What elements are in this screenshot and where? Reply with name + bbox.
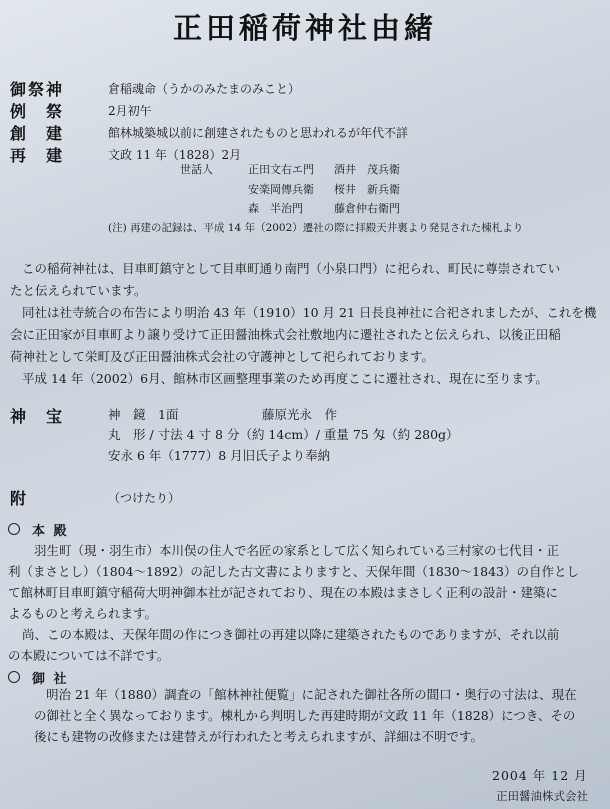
rebuild-note: (注) 再建の記録は、平成 14 年（2002）遷社の際に拝殿天井裏より発見された棟札より <box>108 222 524 234</box>
shinpo-line3: 安永 6 年（1777）8 月旧氏子より奉納 <box>108 448 331 463</box>
honden-heading: 本 殿 <box>32 524 69 539</box>
shinpo-line1: 神 鏡 1面 <box>108 407 179 422</box>
history-line: 平成 14 年（2002）6月、館林市区画整理事業のため再度ここに遷社され、現在に至ります。 <box>22 371 548 386</box>
honden-line: 尚、この本殿は、天保年間の作につき御社の再建以降に建築されたものでありますが、それ以前 <box>22 627 560 642</box>
honden-line: よるものと考えられます。 <box>8 606 158 621</box>
saiken-value: 文政 11 年（1828）2月 <box>108 148 242 162</box>
goshijin-value: 倉稲魂命（うかのみたまのみこと） <box>108 82 301 96</box>
sewanin-name: 正田文右エ門 <box>248 163 314 176</box>
sewanin-name: 藤倉仲右衛門 <box>334 202 400 215</box>
honden-line: 利（まさとし）（1804～1892）の記した古文書によりますと、天保年間（1830～1843）の自作とし <box>8 564 579 579</box>
sewanin-name: 安楽岡傳兵衛 <box>248 183 314 196</box>
soken-value: 館林城築城以前に創建されたものと思われるが年代不詳 <box>108 126 409 140</box>
gosha-line: の御社と全く異なっております。棟札から判明した再建時期が文政 11 年（1828）につき、その <box>34 708 576 723</box>
gosha-line: 後にも建物の改修または建替えが行われたと考えられますが、詳細は不明です。 <box>34 729 484 744</box>
sewanin-name: 酒井 茂兵衛 <box>334 163 400 176</box>
circle-bullet-icon <box>8 671 20 683</box>
honden-line: 羽生町（現・羽生市）本川俣の住人で名匠の家系として広く知られている三村家の七代目・正 <box>34 543 560 558</box>
reisai-value: 2月初午 <box>108 104 152 118</box>
history-line: この稲荷神社は、目車町鎮守として目車町通り南門（小泉口門）に祀られ、町民に尊崇されてい <box>22 261 561 276</box>
goshijin-label: 御祭神 <box>10 80 65 99</box>
organization-name: 正田醤油株式会社 <box>496 789 588 803</box>
shinpo-maker: 藤原光永 作 <box>262 407 338 422</box>
page-title: 正田稲荷神社由緒 <box>172 11 437 45</box>
circle-bullet-icon <box>8 523 20 535</box>
gosha-heading: 御 社 <box>32 672 69 687</box>
honden-line: て館林町目車町鎮守稲荷大明神御本社が記されており、現在の本殿はまさしく正利の設計・建築に <box>8 585 559 600</box>
history-line: たと伝えられています。 <box>10 283 147 298</box>
saiken-label: 再 建 <box>10 146 65 165</box>
shinpo-label: 神 宝 <box>10 407 65 426</box>
reisai-label: 例 祭 <box>10 102 65 121</box>
sewanin-label: 世話人 <box>180 163 213 176</box>
history-line: 荷神社として栄町及び正田醤油株式会社の守護神として祀られております。 <box>10 349 435 364</box>
fu-value: （つけたり） <box>108 491 181 505</box>
history-line: 会に正田家が目車町より譲り受けて正田醤油株式会社敷地内に遷社されたと伝えられ、以後正田稲 <box>10 327 561 342</box>
shinpo-line2: 丸 形 / 寸法 4 寸 8 分（約 14cm）/ 重量 75 匁（約 280g） <box>108 427 459 442</box>
fu-label: 附 <box>10 489 29 508</box>
soken-label: 創 建 <box>10 124 65 143</box>
issue-date: 2004 年 12 月 <box>492 768 588 783</box>
honden-line: の本殿については不詳です。 <box>8 648 170 663</box>
history-line: 同社は社寺統合の布告により明治 43 年（1910）10 月 21 日長良神社に合祀されましたが、これを機 <box>22 305 597 320</box>
sewanin-name: 森 半治門 <box>248 202 303 215</box>
gosha-line: 明治 21 年（1880）調査の「館林神社便覧」に記された御社各所の間口・奥行の寸法は、現在 <box>46 687 577 702</box>
sewanin-name: 桜井 新兵衛 <box>334 183 400 196</box>
